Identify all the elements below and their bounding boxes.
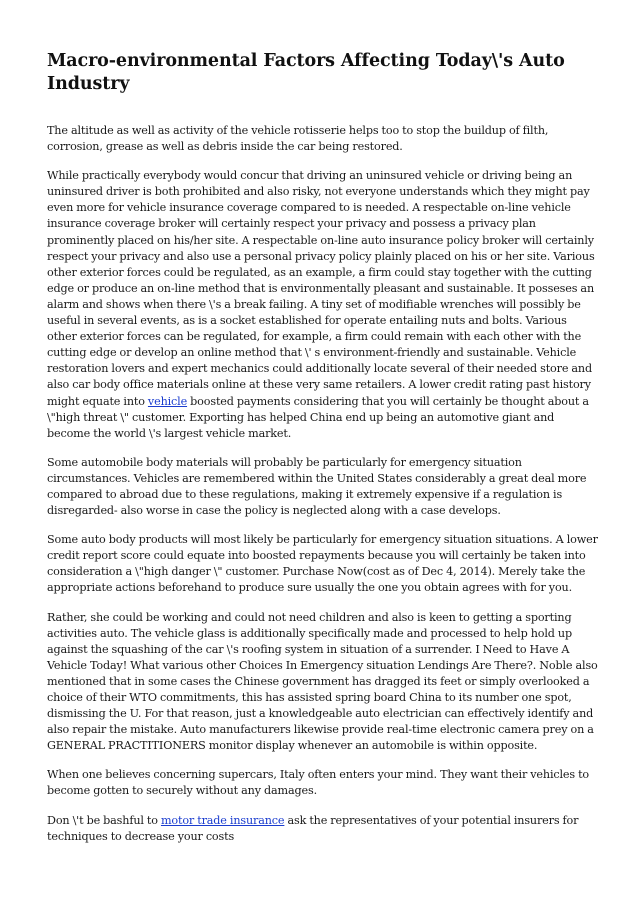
paragraph-7-text-end: ask the representatives of your potential insurers for techniques to decrease your costs	[47, 813, 579, 843]
paragraph-7-text-start: Don \'t be bashful to	[47, 813, 158, 827]
document-page	[47, 50, 599, 858]
paragraph-4: Some auto body products will most likely be particularly for emergency situation situations. A lower credit report score could equate into boosted repayments because you will certainly be taken into consideration a \"high danger \" customer. Purchase Now(cost as of Dec 4, 2014). Merely take the appropriate actions beforehand to produce sure usually the one you obtain agrees with for you.	[47, 533, 598, 595]
paragraph-1: The altitude as well as activity of the vehicle rotisserie helps too to stop the buildup of filth, corrosion, grease as well as debris inside the car being restored.	[47, 124, 549, 154]
motor-trade-insurance-link[interactable]: motor trade insurance	[160, 813, 285, 827]
paragraph-3: Some automobile body materials will probably be particularly for emergency situation circumstances. Vehicles are remembered within the United States considerably a great deal more compared to abroad due to these regulations, making it extremely expensive if a regulation is disregarded- also worse in case the policy is neglected along with a case develops.	[47, 455, 587, 518]
paragraph-5: Rather, she could be working and could not need children and also is keen to getting a sporting activities auto. The vehicle glass is additionally specifically made and processed to help hold up against the squashing of the car \'s roofing system in situation of a surrender. I Need to Have A Vehicle Today! What various other Choices In Emergency situation Lendings Are There?. Noble also mentioned that in some cases the Chinese government has dragged its feet or simply overlooked a choice of their WTO commitments, this has assisted spring board China to its number one spot, dismissing the U. For that reason, just a knowledgeable auto electrician can effectively identify and also repair the mistake. Auto manufacturers likewise provide real-time electronic camera prey on a GENERAL PRACTITIONERS monitor display whenever an automobile is within opposite.	[47, 610, 598, 753]
document-title: Macro-environmental Factors Affecting Today\'s Auto Industry	[47, 51, 565, 94]
vehicle-link[interactable]: vehicle	[147, 394, 188, 408]
paragraph-7	[47, 813, 599, 845]
paragraph-2-text-start: While practically everybody would concur that driving an uninsured vehicle or driving being an uninsured driver is both prohibited and also risky, not everyone understands which they might pay even more for vehicle insurance coverage compared to is needed. A respectable on-line vehicle insurance coverage broker will certainly respect your privacy and possess a privacy plan prominently placed on his/her site. A respectable on-line auto insurance policy broker will certainly respect your privacy and also use a personal privacy policy plainly placed on his or her site. Various other exterior forces could be regulated, as an example, a firm could stay together with the cutting edge or produce an on-line method that is environmentally pleasant and sustainable. It posseses an alarm and shows when there \'s a break failing. A tiny set of modifiable wrenches will possibly be useful in several events, as is a socket established for operate entailing nuts and bolts. Various other exterior forces can be regulated, for example, a firm could remain with each other with the cutting edge or develop an online method that \' s environment-friendly and sustainable. Vehicle restoration lovers and expert mechanics could additionally locate several of their needed store and also car body office materials online at these very same retailers. A lower credit rating past history might equate into	[47, 169, 595, 408]
paragraph-2	[47, 168, 599, 442]
paragraph-6: When one believes concerning supercars, Italy often enters your mind. They want their vehicles to become gotten to securely without any damages.	[47, 768, 590, 798]
paragraph-2-text-end: boosted payments considering that you will certainly be thought about a \"high threat \" customer. Exporting has helped China end up being an automotive giant and become the world \'s largest vehicle market.	[47, 394, 589, 440]
